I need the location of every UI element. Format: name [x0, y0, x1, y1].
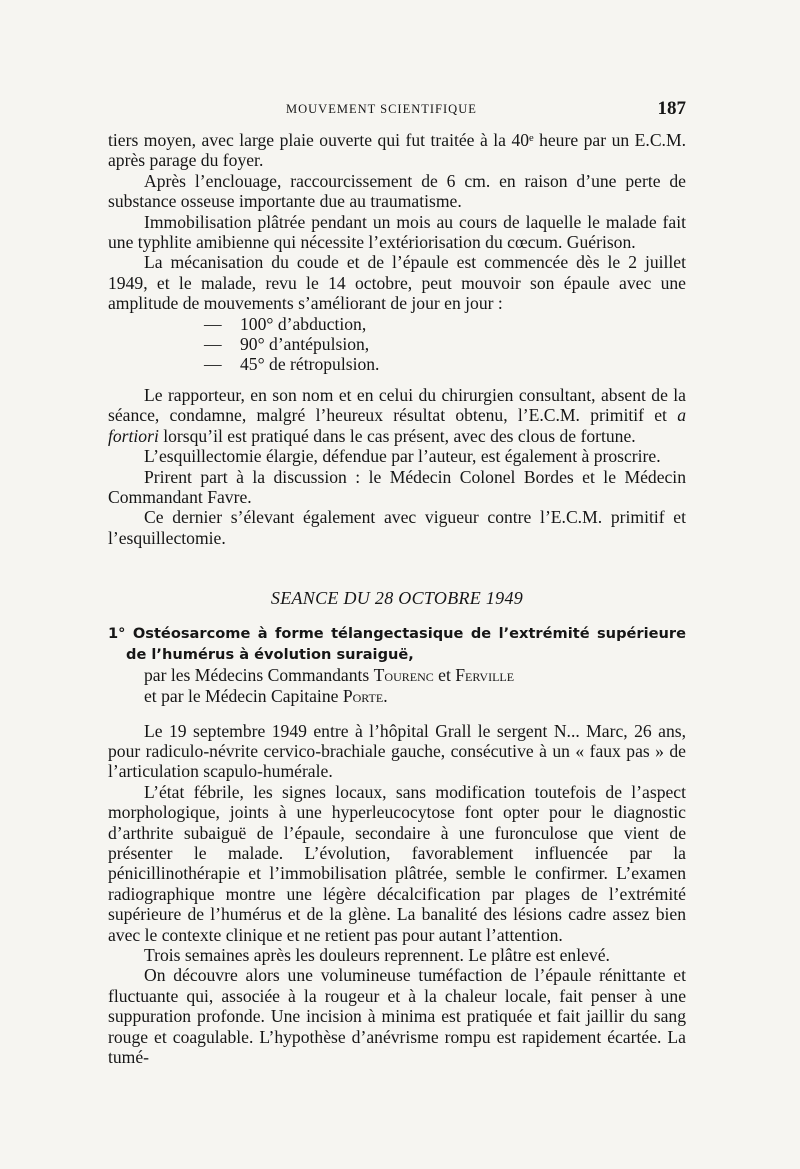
report-authors [108, 665, 686, 707]
list-item: — 45° de rétropulsion. [204, 354, 380, 375]
page-header [108, 98, 686, 124]
list-item: — 90° d’antépulsion, [204, 334, 370, 355]
paragraph: Prirent part à la discussion : le Médecin Colonel Bordes et le Médecin Commandant Favre. [108, 466, 686, 507]
paragraph: On découvre alors une volumineuse tuméfaction de l’épaule rénittante et fluctuante qui, associée à la rougeur et à la chaleur locale, fait penser à une suppuration profonde. Une incision à minima est pratiquée et fait jaillir du sang rouge et coagulable. L’hypothèse d’anévrisme rompu est rapidement écartée. La tumé- [108, 965, 686, 1068]
paragraph-rapporteur: Le rapporteur, en son nom et en celui du chirurgien consultant, absent de la séance, condamne, malgré l’heureux résultat obtenu, l’E.C.M. primitif et a fortiori lorsqu’il est pratiqué dans le cas présent, avec des clous de fortune. [108, 384, 686, 446]
authors-line: par les Médecins Commandants Tourenc et Ferville [144, 664, 515, 685]
running-title: MOUVEMENT SCIENTIFIQUE [286, 102, 477, 116]
paragraph: Trois semaines après les douleurs reprennent. Le plâtre est enlevé. [144, 945, 610, 965]
paragraph: L’état fébrile, les signes locaux, sans modification toutefois de l’aspect morphologique, joints à une hyperleucocytose font opter pour le diagnostic d’arthrite subaiguë de l’épaule, secondaire à une furonculose que vient de présenter le malade. L’évolution, favorablement influencée par la pénicillinothérapie et l’immobilisation plâtrée, semble le confirmer. L’examen radiographique montre une légère décalcification par plages de l’extrémité supérieure de l’humérus et de la glène. La banalité des lésions cadre assez bien avec le contexte clinique et ne retient pas pour autant l’attention. [108, 781, 686, 945]
page-body [108, 130, 686, 1067]
paragraph: Le 19 septembre 1949 entre à l’hôpital Grall le sergent N... Marc, 26 ans, pour radiculo-névrite cervico-brachiale gauche, consécutive à un « faux pas » de l’articulation scapulo-humérale. [108, 720, 686, 782]
paragraph: L’esquillectomie élargie, défendue par l’auteur, est également à proscrire. [144, 446, 661, 467]
page-number: 187 [657, 98, 686, 119]
author-name: Tourenc [373, 664, 434, 685]
paragraph: La mécanisation du coude et de l’épaule est commencée dès le 2 juillet 1949, et le malade, revu le 14 octobre, peut mouvoir son épaule avec une amplitude de mouvements s’améliorant de jour en jour : [108, 252, 686, 314]
session-title: SEANCE DU 28 OCTOBRE 1949 [270, 588, 524, 609]
paragraph: tiers moyen, avec large plaie ouverte qui fut traitée à la 40ᵉ heure par un E.C.M. après parage du foyer. [108, 130, 686, 171]
authors-line: et par le Médecin Capitaine Porte. [144, 685, 388, 706]
author-name: Porte [342, 685, 384, 706]
report-title: 1° Ostéosarcome à forme télangectasique de l’extrémité supérieure de l’humérus à évolution suraiguë, [108, 624, 686, 663]
paragraph: Immobilisation plâtrée pendant un mois au cours de laquelle le malade fait une typhlite amibienne qui nécessite l’extériorisation du cœcum. Guérison. [108, 211, 686, 253]
paragraph: Après l’enclouage, raccourcissement de 6 cm. en raison d’une perte de substance osseuse importante due au traumatisme. [108, 170, 686, 212]
paragraph: Ce dernier s’élevant également avec vigueur contre l’E.C.M. primitif et l’esquillectomie. [108, 507, 686, 548]
author-name: Ferville [455, 664, 515, 685]
list-item: — 100° d’abduction, [204, 313, 367, 334]
movement-list [108, 314, 686, 375]
